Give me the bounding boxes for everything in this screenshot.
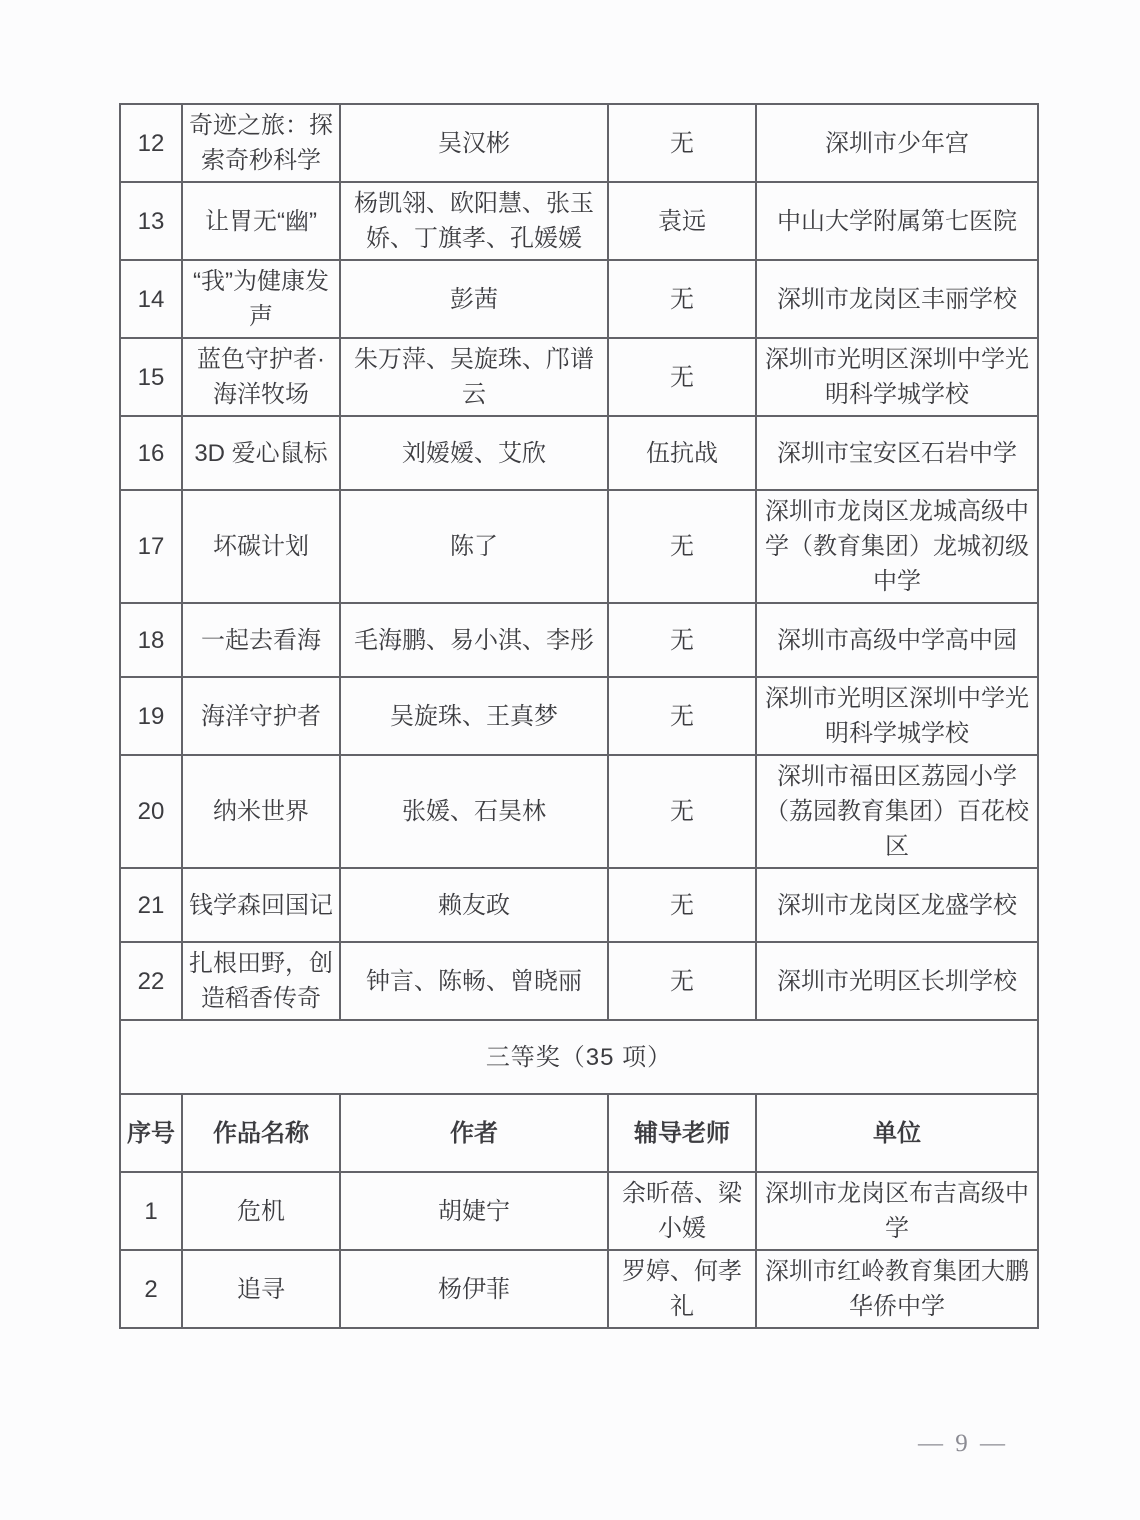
row-number-cell: 2: [120, 1250, 182, 1328]
organization-cell: 深圳市龙岗区丰丽学校: [756, 260, 1038, 338]
second-prize-rows: [120, 104, 1038, 1020]
page-number: — 9 —: [918, 1430, 1008, 1457]
advisor-cell: 无: [608, 677, 756, 755]
table-row: [120, 260, 1038, 338]
award-table: [119, 103, 1039, 1329]
advisor-cell: 无: [608, 868, 756, 942]
table-row: [120, 1250, 1038, 1328]
work-title-cell: “我”为健康发声: [182, 260, 340, 338]
advisor-cell: 无: [608, 338, 756, 416]
section-header-row: [120, 1020, 1038, 1094]
row-number-cell: 14: [120, 260, 182, 338]
table-row: [120, 755, 1038, 868]
organization-cell: 深圳市龙岗区龙盛学校: [756, 868, 1038, 942]
table-row: [120, 868, 1038, 942]
column-header-no: 序号: [120, 1094, 182, 1172]
row-number-cell: 13: [120, 182, 182, 260]
section-title-third-prize: 三等奖（35 项）: [120, 1020, 1038, 1094]
organization-cell: 深圳市福田区荔园小学（荔园教育集团）百花校区: [756, 755, 1038, 868]
authors-cell: 赖友政: [340, 868, 608, 942]
authors-cell: 杨凯翎、欧阳慧、张玉娇、丁旗孝、孔媛媛: [340, 182, 608, 260]
advisor-cell: 无: [608, 755, 756, 868]
third-prize-table-head: [120, 1094, 1038, 1172]
advisor-cell: 罗婷、何孝礼: [608, 1250, 756, 1328]
row-number-cell: 19: [120, 677, 182, 755]
work-title-cell: 追寻: [182, 1250, 340, 1328]
organization-cell: 深圳市宝安区石岩中学: [756, 416, 1038, 490]
work-title-cell: 奇迹之旅：探索奇秒科学: [182, 104, 340, 182]
advisor-cell: 无: [608, 104, 756, 182]
work-title-cell: 坏碳计划: [182, 490, 340, 603]
table-row: [120, 942, 1038, 1020]
work-title-cell: 3D 爱心鼠标: [182, 416, 340, 490]
row-number-cell: 21: [120, 868, 182, 942]
column-header-row: [120, 1094, 1038, 1172]
authors-cell: 吴汉彬: [340, 104, 608, 182]
work-title-cell: 一起去看海: [182, 603, 340, 677]
row-number-cell: 1: [120, 1172, 182, 1250]
advisor-cell: 无: [608, 260, 756, 338]
table-row: [120, 416, 1038, 490]
row-number-cell: 22: [120, 942, 182, 1020]
organization-cell: 深圳市光明区长圳学校: [756, 942, 1038, 1020]
advisor-cell: 伍抗战: [608, 416, 756, 490]
advisor-cell: 袁远: [608, 182, 756, 260]
row-number-cell: 16: [120, 416, 182, 490]
authors-cell: 朱万萍、吴旋珠、邝谱云: [340, 338, 608, 416]
organization-cell: 深圳市光明区深圳中学光明科学城学校: [756, 677, 1038, 755]
advisor-cell: 无: [608, 490, 756, 603]
column-header-title: 作品名称: [182, 1094, 340, 1172]
organization-cell: 中山大学附属第七医院: [756, 182, 1038, 260]
table-row: [120, 104, 1038, 182]
row-number-cell: 18: [120, 603, 182, 677]
third-prize-section: [120, 1020, 1038, 1094]
authors-cell: 杨伊菲: [340, 1250, 608, 1328]
organization-cell: 深圳市龙岗区布吉高级中学: [756, 1172, 1038, 1250]
table-row: [120, 603, 1038, 677]
authors-cell: 钟言、陈畅、曾晓丽: [340, 942, 608, 1020]
organization-cell: 深圳市少年宫: [756, 104, 1038, 182]
work-title-cell: 扎根田野，创造稻香传奇: [182, 942, 340, 1020]
row-number-cell: 17: [120, 490, 182, 603]
column-header-unit: 单位: [756, 1094, 1038, 1172]
authors-cell: 张媛、石昊林: [340, 755, 608, 868]
authors-cell: 胡婕宁: [340, 1172, 608, 1250]
row-number-cell: 12: [120, 104, 182, 182]
table-row: [120, 1172, 1038, 1250]
work-title-cell: 让胃无“幽”: [182, 182, 340, 260]
organization-cell: 深圳市光明区深圳中学光明科学城学校: [756, 338, 1038, 416]
work-title-cell: 蓝色守护者·海洋牧场: [182, 338, 340, 416]
authors-cell: 毛海鹏、易小淇、李彤: [340, 603, 608, 677]
advisor-cell: 余昕蓓、梁小媛: [608, 1172, 756, 1250]
column-header-authors: 作者: [340, 1094, 608, 1172]
table-row: [120, 490, 1038, 603]
authors-cell: 刘嫒嫒、艾欣: [340, 416, 608, 490]
authors-cell: 吴旋珠、王真梦: [340, 677, 608, 755]
table-row: [120, 182, 1038, 260]
organization-cell: 深圳市龙岗区龙城高级中学（教育集团）龙城初级中学: [756, 490, 1038, 603]
table-row: [120, 338, 1038, 416]
row-number-cell: 20: [120, 755, 182, 868]
organization-cell: 深圳市红岭教育集团大鹏华侨中学: [756, 1250, 1038, 1328]
authors-cell: 陈了: [340, 490, 608, 603]
table-row: [120, 677, 1038, 755]
work-title-cell: 纳米世界: [182, 755, 340, 868]
work-title-cell: 海洋守护者: [182, 677, 340, 755]
work-title-cell: 危机: [182, 1172, 340, 1250]
row-number-cell: 15: [120, 338, 182, 416]
organization-cell: 深圳市高级中学高中园: [756, 603, 1038, 677]
advisor-cell: 无: [608, 942, 756, 1020]
authors-cell: 彭茜: [340, 260, 608, 338]
column-header-teacher: 辅导老师: [608, 1094, 756, 1172]
work-title-cell: 钱学森回国记: [182, 868, 340, 942]
third-prize-rows: [120, 1172, 1038, 1328]
advisor-cell: 无: [608, 603, 756, 677]
